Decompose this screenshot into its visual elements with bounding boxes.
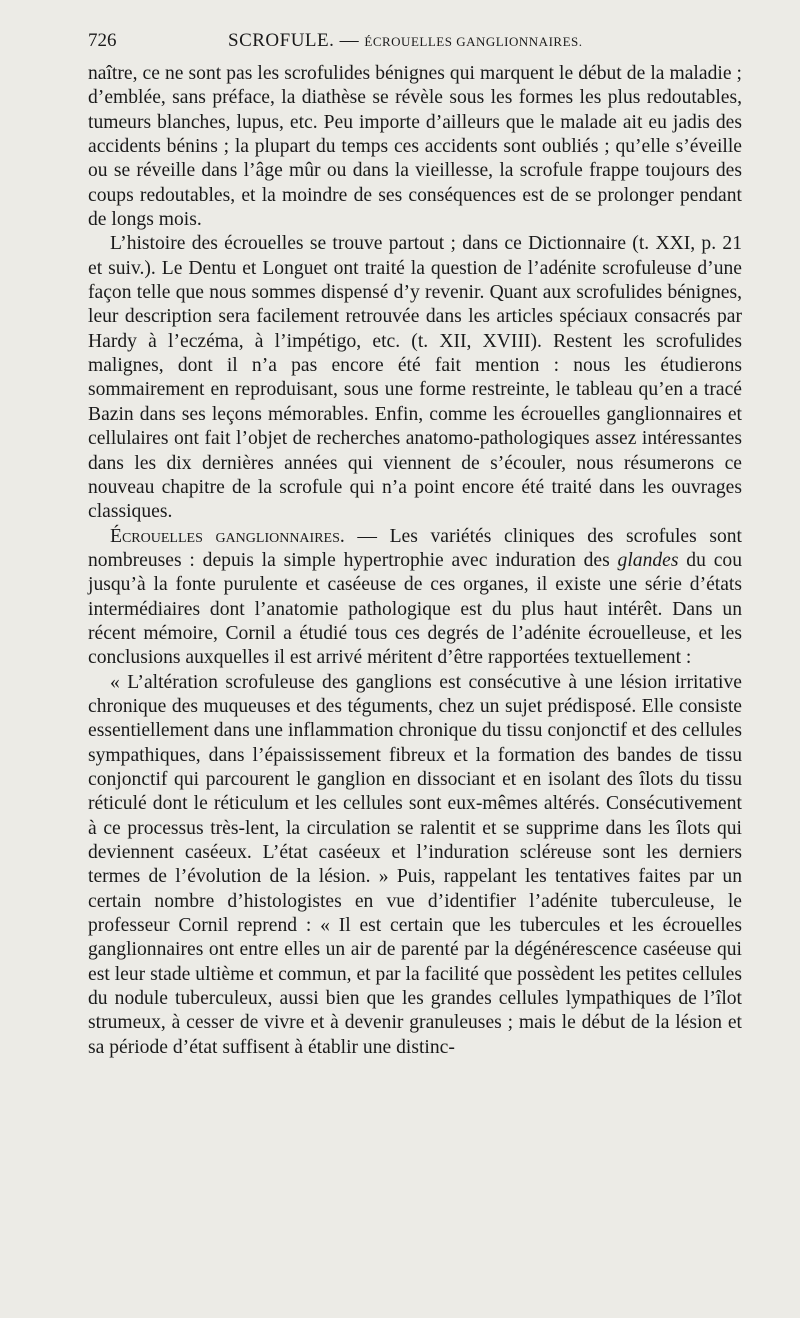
body-text — [88, 62, 742, 1060]
section-heading: Écrouelles ganglionnaires. — [110, 525, 345, 547]
paragraph-text-b: du cou jusqu’à la fonte purulente et caséeuse de ces organes, il existe une série d’états intermédiaires dont l’anatomie pathologique est du plus haut intérêt. Dans un récent mémoire, Cornil a étudié tous ces degrés de l’adénite écrouelleuse, et les conclusions auxquelles il est arrivé méritent d’être rapportées textuellement : — [88, 549, 743, 669]
italic-term: glandes — [617, 549, 679, 571]
paragraph-continuation: naître, ce ne sont pas les scrofulides bénignes qui marquent le début de la maladie ; d’emblée, sans préface, la diathèse se révèle sous les formes les plus redoutables, tumeurs blanches, lupus, etc. Peu importe d’ailleurs que le malade ait eu jadis des accidents bénins ; la plupart du temps ces accidents sont oubliés ; qu’elle s’éveille ou se réveille dans l’âge mûr ou dans la vieillesse, la scrofule frappe toujours des coups redoutables, et la moindre de ses conséquences est de se prolonger pendant de longs mois. — [88, 63, 742, 231]
page-number: 726 — [88, 30, 117, 51]
paragraph-quotation: « L’altération scrofuleuse des ganglions est consécutive à une lésion irritative chronique des muqueuses et des téguments, chez un sujet prédisposé. Elle consiste essentiellement dans une inflammation chronique du tissu conjonctif et des cellules sympathiques, dans l’épaississement fibreux et la formation des bandes de tissu conjonctif qui parcourent le ganglion en dissociant et en isolant des îlots du tissu réticulé dont le réticulum et les cellules sont eux-mêmes altérés. Consécutivement à ce processus très-lent, la circulation se ralentit et se supprime dans les îlots qui deviennent caséeux. L’état caséeux et l’induration scléreuse sont les derniers termes de l’évolution de la lésion. » Puis, rappelant les tentatives faites par un certain nombre d’histologistes en vue d’identifier l’adénite tuberculeuse, le professeur Cornil reprend : « Il est certain que les tubercules et les écrouelles ganglionnaires ont entre elles un air de parenté par la dégénérescence caséeuse qui est leur stade ultième et commun, et par la facilité que possèdent les petites cellules du nodule tuberculeux, aussi bien que les grandes cellules lympathiques de l’îlot strumeux, à cesser de vivre et à devenir granuleuses ; mais le début de la lésion et sa période d’état suffisent à établir une distinc- — [88, 671, 742, 1058]
paragraph-ecrouelles — [88, 525, 742, 671]
paragraph-history: L’histoire des écrouelles se trouve partout ; dans ce Dictionnaire (t. XXI, p. 21 et suiv.). Le Dentu et Longuet ont traité la question de l’adénite scrofuleuse d’une façon telle que nous sommes dispensé d’y revenir. Quant aux scrofulides bénignes, leur description sera facilement retrouvée dans les articles spéciaux consacrés par Hardy à l’eczéma, à l’impétigo, etc. (t. XII, XVIII). Restent les scrofulides malignes, dont il n’a pas encore été fait mention : nous les étudierons sommairement en reproduisant, sous une forme restreinte, le tableau qu’en a tracé Bazin dans ses leçons mémorables. Enfin, comme les écrouelles ganglionnaires et cellulaires ont fait l’objet de recherches anatomo-pathologiques assez intéressantes dans les dix dernières années qui viennent de s’écouler, nous résumerons ce nouveau chapitre de la scrofule qui n’a point encore été traité dans les ouvrages classiques. — [88, 233, 742, 523]
running-head-main: SCROFULE. — [228, 30, 335, 51]
paragraph-text-a: — Les variétés cliniques des scrofules sont nombreuses : depuis la simple hypertrophie avec induration des — [88, 525, 743, 571]
running-head-subtitle: ÉCROUELLES GANGLIONNAIRES. — [364, 34, 583, 49]
page-header — [88, 30, 742, 56]
running-head — [228, 30, 583, 52]
running-head-separator: — — [334, 30, 365, 51]
